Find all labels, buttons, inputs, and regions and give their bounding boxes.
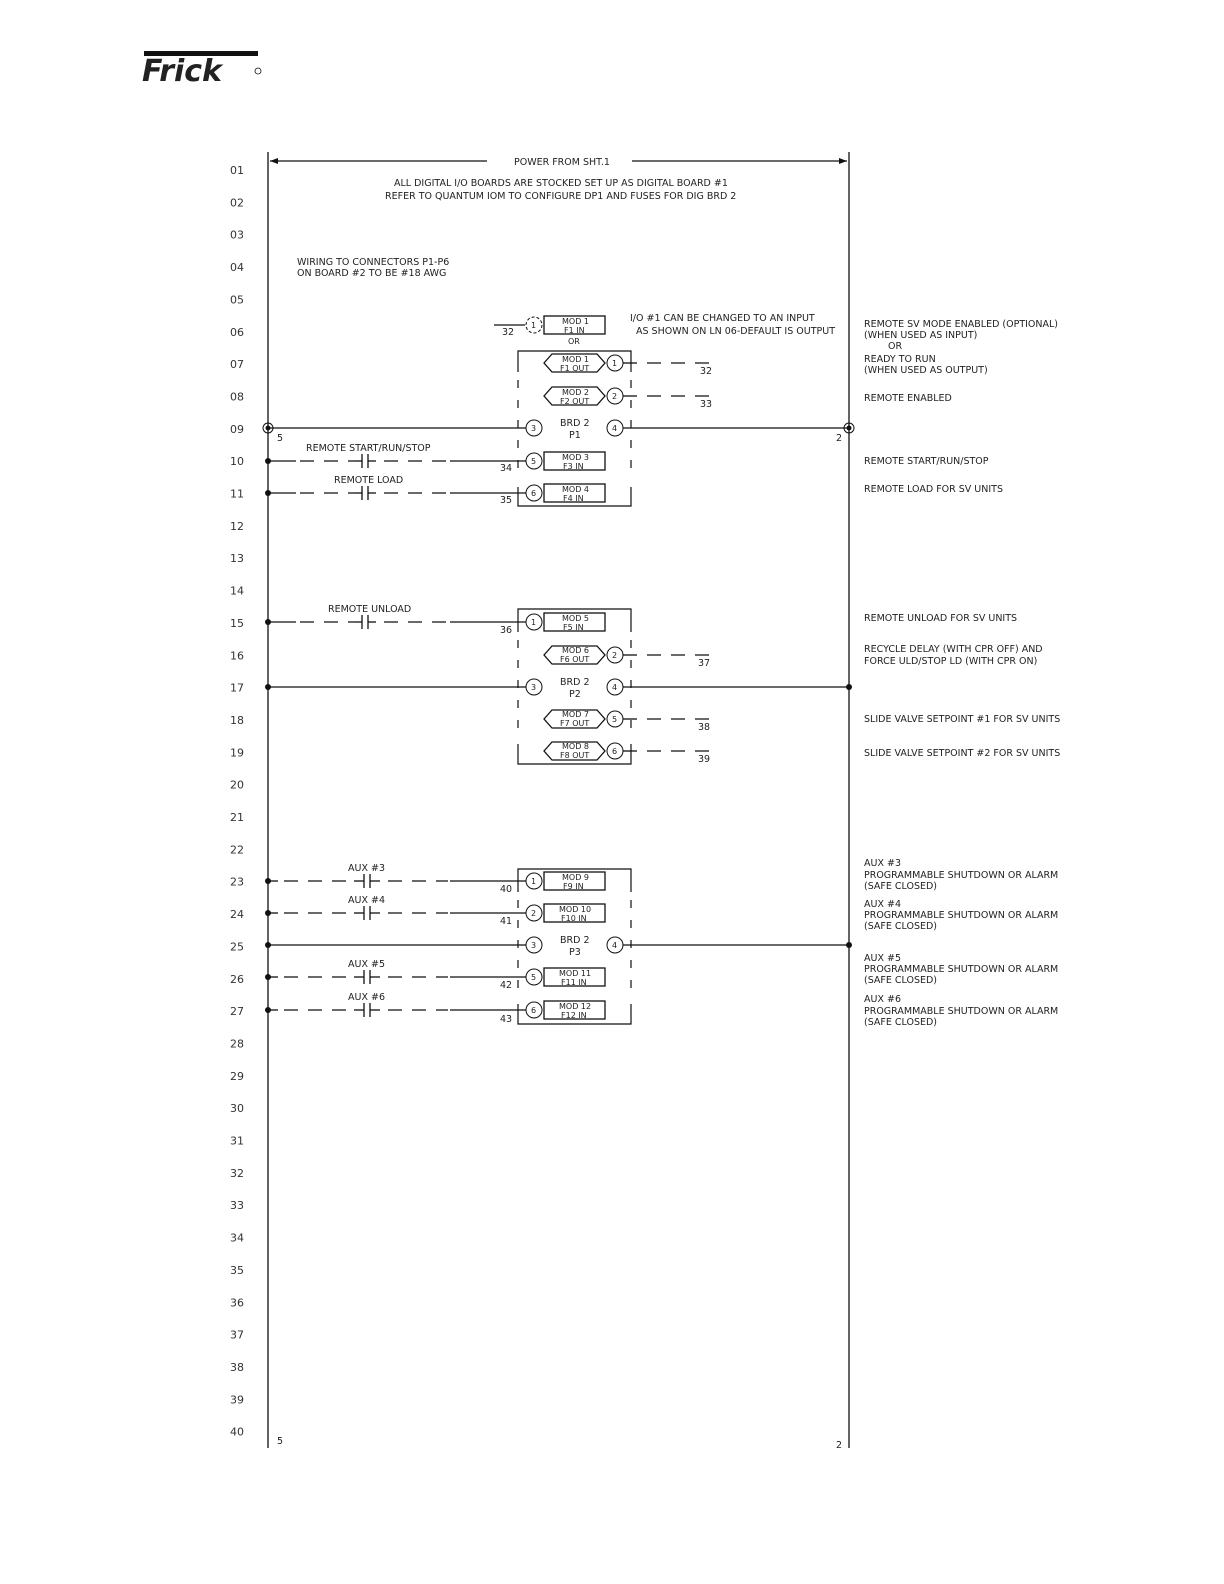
- svg-text:35: 35: [500, 495, 513, 506]
- svg-text:42: 42: [500, 980, 513, 991]
- svg-text:2: 2: [612, 392, 618, 401]
- line-number: 06: [230, 325, 244, 339]
- svg-text:(WHEN USED AS OUTPUT): (WHEN USED AS OUTPUT): [864, 365, 988, 376]
- line-number: 38: [230, 1360, 244, 1374]
- line-number: 01: [230, 164, 244, 177]
- svg-text:MOD 5: MOD 5: [562, 614, 589, 623]
- svg-text:3: 3: [531, 683, 537, 692]
- line-number: 20: [230, 778, 244, 792]
- svg-text:3: 3: [531, 941, 537, 950]
- line-number: 27: [230, 1005, 244, 1019]
- svg-text:39: 39: [698, 754, 711, 765]
- arrowhead-right-icon: [839, 158, 847, 164]
- line-number: 39: [230, 1393, 244, 1407]
- svg-text:PROGRAMMABLE SHUTDOWN OR ALARM: PROGRAMMABLE SHUTDOWN OR ALARM: [864, 1006, 1059, 1017]
- line-number: 36: [230, 1296, 244, 1310]
- svg-text:5: 5: [612, 715, 618, 724]
- svg-text:MOD 11: MOD 11: [559, 969, 592, 978]
- wire-33: 33: [700, 399, 713, 410]
- svg-text:5: 5: [531, 973, 537, 982]
- line-number: 12: [230, 519, 244, 533]
- svg-text:REMOTE UNLOAD FOR SV UNITS: REMOTE UNLOAD FOR SV UNITS: [864, 613, 1018, 624]
- io-note-1: I/O #1 CAN BE CHANGED TO AN INPUT: [630, 313, 815, 324]
- right-rail-number-bottom: 2: [836, 1440, 843, 1451]
- svg-text:36: 36: [500, 625, 513, 636]
- line-number: 26: [230, 972, 244, 986]
- svg-text:6: 6: [612, 747, 618, 756]
- switch-aux-3: AUX #3: [348, 863, 385, 874]
- line-number: 13: [230, 552, 244, 566]
- line-numbers: [230, 164, 244, 1439]
- wiring-note-1: WIRING TO CONNECTORS P1-P6: [297, 257, 450, 268]
- svg-text:REMOTE START/RUN/STOP: REMOTE START/RUN/STOP: [864, 456, 989, 467]
- svg-text:F11 IN: F11 IN: [561, 978, 587, 987]
- line-number: 31: [230, 1134, 244, 1148]
- line-number: 22: [230, 843, 244, 857]
- wire-32-in: 32: [502, 327, 515, 338]
- svg-text:F3 IN: F3 IN: [563, 462, 584, 471]
- line-number: 05: [230, 293, 244, 307]
- line-number: 07: [230, 358, 244, 372]
- svg-text:MOD 8: MOD 8: [562, 742, 589, 751]
- left-rail-number-bottom: 5: [277, 1436, 284, 1447]
- svg-text:5: 5: [531, 457, 537, 466]
- line-number: 30: [230, 1102, 244, 1116]
- logo-text: Frick: [142, 54, 223, 88]
- svg-text:F10 IN: F10 IN: [561, 914, 587, 923]
- line-number: 37: [230, 1328, 244, 1342]
- svg-text:F8 OUT: F8 OUT: [560, 751, 590, 760]
- line-number: 33: [230, 1199, 244, 1213]
- line-number: 10: [230, 455, 244, 469]
- svg-text:FORCE ULD/STOP LD (WITH CPR ON: FORCE ULD/STOP LD (WITH CPR ON): [864, 656, 1038, 667]
- svg-text:AUX #5: AUX #5: [864, 953, 901, 964]
- line-number: 35: [230, 1263, 244, 1277]
- wire-32-out: 32: [700, 366, 713, 377]
- svg-text:AUX #3: AUX #3: [864, 858, 901, 869]
- svg-text:37: 37: [698, 658, 711, 669]
- left-rail-number: 5: [277, 433, 284, 444]
- line-number: 16: [230, 649, 244, 663]
- svg-text:F9 IN: F9 IN: [563, 882, 584, 891]
- line-number: 18: [230, 713, 244, 727]
- svg-text:SLIDE VALVE SETPOINT #2 FOR SV: SLIDE VALVE SETPOINT #2 FOR SV UNITS: [864, 748, 1061, 759]
- svg-text:MOD 1: MOD 1: [562, 317, 589, 326]
- line-number: 09: [230, 422, 244, 436]
- svg-text:(SAFE CLOSED): (SAFE CLOSED): [864, 921, 938, 932]
- line-number: 34: [230, 1231, 244, 1245]
- svg-text:6: 6: [531, 1006, 537, 1015]
- or-label: OR: [568, 337, 580, 346]
- svg-text:38: 38: [698, 722, 711, 733]
- svg-text:4: 4: [612, 424, 618, 433]
- svg-text:MOD 10: MOD 10: [559, 905, 592, 914]
- right-rail-number: 2: [836, 433, 843, 444]
- svg-text:4: 4: [612, 941, 618, 950]
- svg-text:F4 IN: F4 IN: [563, 494, 584, 503]
- board-p3: [265, 863, 852, 1025]
- svg-text:REMOTE ENABLED: REMOTE ENABLED: [864, 393, 952, 404]
- line-number: 29: [230, 1069, 244, 1083]
- power-label: POWER FROM SHT.1: [514, 157, 610, 168]
- svg-text:PROGRAMMABLE SHUTDOWN OR ALARM: PROGRAMMABLE SHUTDOWN OR ALARM: [864, 964, 1059, 975]
- switch-remote-load: REMOTE LOAD: [334, 475, 404, 486]
- svg-text:SLIDE VALVE SETPOINT #1 FOR SV: SLIDE VALVE SETPOINT #1 FOR SV UNITS: [864, 714, 1061, 725]
- brd-p1-plug: P1: [569, 430, 581, 441]
- line-number: 40: [230, 1425, 244, 1439]
- line-number: 23: [230, 875, 244, 889]
- svg-text:40: 40: [500, 884, 513, 895]
- note-line-2: REFER TO QUANTUM IOM TO CONFIGURE DP1 AND FUSES FOR DIG BRD 2: [385, 191, 737, 202]
- svg-text:4: 4: [612, 683, 618, 692]
- switch-remote-unload: REMOTE UNLOAD: [328, 604, 412, 615]
- brd-p3-plug: P3: [569, 947, 581, 958]
- svg-text:6: 6: [531, 489, 537, 498]
- svg-text:REMOTE SV MODE ENABLED (OPTION: REMOTE SV MODE ENABLED (OPTIONAL): [864, 319, 1059, 330]
- switch-aux-5: AUX #5: [348, 959, 385, 970]
- line-number: 14: [230, 584, 244, 598]
- svg-text:(SAFE CLOSED): (SAFE CLOSED): [864, 881, 938, 892]
- line-number: 19: [230, 746, 244, 760]
- brd-p1-title: BRD 2: [560, 418, 590, 429]
- svg-text:F7 OUT: F7 OUT: [560, 719, 590, 728]
- svg-text:OR: OR: [888, 341, 903, 352]
- svg-text:MOD 3: MOD 3: [562, 453, 589, 462]
- line-number: 04: [230, 261, 244, 275]
- line-number: 03: [230, 228, 244, 242]
- svg-text:MOD 4: MOD 4: [562, 485, 589, 494]
- svg-text:34: 34: [500, 463, 513, 474]
- svg-text:(WHEN USED AS INPUT): (WHEN USED AS INPUT): [864, 330, 978, 341]
- svg-text:(SAFE CLOSED): (SAFE CLOSED): [864, 1017, 938, 1028]
- svg-text:F12 IN: F12 IN: [561, 1011, 587, 1020]
- svg-text:MOD 2: MOD 2: [562, 388, 589, 397]
- line-number: 11: [230, 487, 244, 501]
- line-number: 24: [230, 908, 244, 922]
- arrowhead-left-icon: [270, 158, 278, 164]
- svg-text:MOD 7: MOD 7: [562, 710, 589, 719]
- svg-text:1: 1: [531, 618, 537, 627]
- svg-text:RECYCLE DELAY (WITH CPR OFF) A: RECYCLE DELAY (WITH CPR OFF) AND: [864, 644, 1043, 655]
- svg-text:41: 41: [500, 916, 513, 927]
- svg-text:AUX #6: AUX #6: [864, 994, 901, 1005]
- switch-aux-4: AUX #4: [348, 895, 385, 906]
- line-number: 25: [230, 940, 244, 954]
- svg-text:43: 43: [500, 1014, 513, 1025]
- line-number: 32: [230, 1166, 244, 1180]
- line-number: 02: [230, 196, 244, 210]
- svg-text:MOD 12: MOD 12: [559, 1002, 592, 1011]
- wiring-note-2: ON BOARD #2 TO BE #18 AWG: [297, 268, 447, 279]
- brd-p3-title: BRD 2: [560, 935, 590, 946]
- line-number: 17: [230, 681, 244, 695]
- line-number: 08: [230, 390, 244, 404]
- svg-text:2: 2: [612, 651, 618, 660]
- brd-p2-plug: P2: [569, 689, 581, 700]
- brd-p2-title: BRD 2: [560, 677, 590, 688]
- svg-text:PROGRAMMABLE SHUTDOWN OR ALARM: PROGRAMMABLE SHUTDOWN OR ALARM: [864, 910, 1059, 921]
- line-number: 28: [230, 1037, 244, 1051]
- svg-text:MOD 6: MOD 6: [562, 646, 589, 655]
- io-note-2: AS SHOWN ON LN 06-DEFAULT IS OUTPUT: [636, 326, 835, 337]
- switch-remote-start: REMOTE START/RUN/STOP: [306, 443, 431, 454]
- svg-text:(SAFE CLOSED): (SAFE CLOSED): [864, 975, 938, 986]
- board-p2: [265, 604, 852, 765]
- svg-text:F1 OUT: F1 OUT: [560, 364, 590, 373]
- svg-text:F6 OUT: F6 OUT: [560, 655, 590, 664]
- svg-text:READY TO RUN: READY TO RUN: [864, 354, 936, 365]
- svg-text:F5 IN: F5 IN: [563, 623, 584, 632]
- svg-text:AUX #4: AUX #4: [864, 899, 901, 910]
- line-number: 15: [230, 616, 244, 630]
- svg-text:3: 3: [531, 424, 537, 433]
- descriptions: [864, 319, 1060, 1028]
- svg-text:PROGRAMMABLE SHUTDOWN OR ALARM: PROGRAMMABLE SHUTDOWN OR ALARM: [864, 870, 1059, 881]
- board-p1: [263, 313, 854, 506]
- svg-text:MOD 1: MOD 1: [562, 355, 589, 364]
- svg-text:F1 IN: F1 IN: [564, 326, 585, 335]
- line-number: 21: [230, 811, 244, 824]
- svg-text:1: 1: [531, 877, 537, 886]
- svg-text:REMOTE LOAD FOR SV UNITS: REMOTE LOAD FOR SV UNITS: [864, 484, 1004, 495]
- note-line-1: ALL DIGITAL I/O BOARDS ARE STOCKED SET UP AS DIGITAL BOARD #1: [394, 178, 728, 189]
- svg-text:1: 1: [531, 321, 537, 330]
- svg-text:F2 OUT: F2 OUT: [560, 397, 590, 406]
- switch-aux-6: AUX #6: [348, 992, 385, 1003]
- svg-text:2: 2: [531, 909, 537, 918]
- svg-text:MOD 9: MOD 9: [562, 873, 589, 882]
- svg-text:1: 1: [612, 359, 618, 368]
